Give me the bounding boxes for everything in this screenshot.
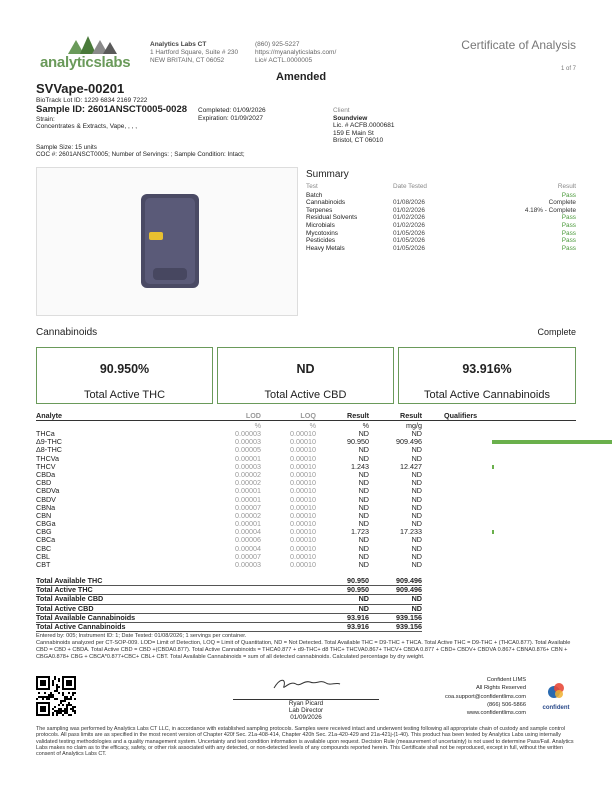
total-thc-label: Total Active THC — [83, 389, 166, 401]
total-name: Total Active Cannabinoids — [36, 621, 126, 631]
expiration-date: Expiration: 01/09/2027 — [198, 115, 264, 122]
analyte-loq: 0.00010 — [290, 543, 316, 553]
analyte-result-mg: ND — [411, 510, 422, 520]
col-qualifiers: Qualifiers — [444, 411, 478, 420]
summary-row: Cannabinoids 01/08/2026 Complete — [306, 199, 576, 207]
analyte-result-mg: ND — [411, 519, 422, 529]
unit-loq: % — [309, 421, 316, 430]
analyte-result-pct: 1.723 — [351, 527, 369, 537]
client-block — [333, 107, 394, 145]
analyte-qualifier-cell — [482, 504, 576, 512]
summary-header — [306, 183, 576, 191]
analyte-name: CBL — [36, 551, 50, 561]
analyte-result-mg: ND — [411, 560, 422, 569]
category: Concentrates & Extracts, Vape, , , , — [36, 123, 138, 130]
analyte-result-mg: ND — [411, 551, 422, 561]
analyte-result-mg: ND — [411, 453, 422, 463]
analyte-result-mg: 909.496 — [396, 437, 422, 447]
analyte-loq: 0.00010 — [290, 445, 316, 455]
summary-col-result: Result — [557, 183, 576, 190]
analyte-name: Δ8-THC — [36, 445, 62, 455]
analyte-loq: 0.00010 — [290, 560, 316, 569]
analyte-lod: 0.00003 — [235, 429, 261, 438]
analyte-name: THCVa — [36, 453, 60, 463]
analyte-lod: 0.00002 — [235, 510, 261, 520]
total-name: Total Active THC — [36, 585, 93, 595]
analyte-loq: 0.00010 — [290, 519, 316, 529]
summary-row: Heavy Metals 01/05/2026 Pass — [306, 244, 576, 252]
amended-label: Amended — [276, 71, 327, 83]
summary-rows — [306, 192, 576, 253]
analyte-qualifier-cell — [482, 496, 576, 504]
analyte-name: CBD — [36, 478, 52, 488]
confident-brand: confident — [542, 705, 570, 711]
total-cbd-box — [217, 347, 394, 404]
total-name: Total Available THC — [36, 576, 103, 585]
unit-lod: % — [254, 421, 261, 430]
lab-address-1: 1 Hartford Square, Suite # 230 — [150, 49, 239, 56]
signature-image — [266, 676, 346, 693]
analyte-result-pct: 1.243 — [351, 461, 369, 471]
analyte-qualifier-cell — [482, 479, 576, 487]
total-cannabinoids-label: Total Active Cannabinoids — [424, 389, 550, 401]
analyte-lod: 0.00001 — [235, 453, 261, 463]
logo-mark-icon — [40, 32, 140, 56]
confident-email[interactable]: coa.support@confidentlims.com — [444, 693, 526, 700]
col-loq: LOQ — [300, 411, 316, 420]
analyte-result-mg: ND — [411, 494, 422, 504]
lab-address-2: NEW BRITAIN, CT 06052 — [150, 57, 225, 64]
col-analyte: Analyte — [36, 411, 62, 420]
summary-row: Batch Pass — [306, 191, 576, 199]
summary-row: Terpenes 01/02/2026 4.18% - Complete — [306, 206, 576, 214]
analyte-loq: 0.00010 — [290, 502, 316, 512]
total-result-mg: 909.496 — [396, 585, 422, 595]
lab-website[interactable]: https://myanalyticslabs.com/ — [255, 49, 337, 56]
confident-logo-icon — [545, 680, 567, 702]
summary-col-test: Test — [306, 183, 318, 190]
total-cannabinoids-box — [398, 347, 576, 404]
analyte-qualifier-cell — [482, 520, 576, 528]
analyte-loq: 0.00010 — [290, 551, 316, 561]
analyte-lod: 0.00003 — [235, 437, 261, 447]
confident-logo — [534, 680, 578, 711]
analyte-qualifier-cell — [482, 471, 576, 479]
analyte-name: THCV — [36, 461, 56, 471]
analyte-result-pct: ND — [358, 429, 369, 438]
summary-col-date: Date Tested — [393, 183, 427, 190]
summary-row: Residual Solvents 01/02/2026 Pass — [306, 214, 576, 222]
qr-code-image — [36, 676, 76, 716]
total-result-mg: ND — [411, 594, 422, 604]
analyte-qualifier-cell — [482, 430, 576, 438]
total-result-pct: 93.916 — [347, 612, 369, 622]
analyte-result-pct: ND — [358, 535, 369, 545]
analyte-name: CBG — [36, 527, 52, 537]
client-street: 159 E Main St — [333, 129, 374, 137]
analyte-lod: 0.00001 — [235, 494, 261, 504]
cannabinoids-title: Cannabinoids — [36, 327, 98, 338]
cannabinoids-status: Complete — [537, 327, 576, 337]
strain: Strain: — [36, 116, 55, 123]
analyte-lod: 0.00006 — [235, 535, 261, 545]
analyte-lod: 0.00003 — [235, 560, 261, 569]
sample-id: Sample ID: 2601ANSCT0005-0028 — [36, 104, 188, 115]
analyte-result-pct: ND — [358, 478, 369, 488]
confident-line1: Confident LIMS — [486, 677, 526, 683]
analyte-result-pct: ND — [358, 510, 369, 520]
total-result-pct: ND — [358, 603, 369, 613]
table-row — [36, 561, 576, 569]
analyte-totals — [36, 577, 576, 632]
analyte-qualifier-cell — [482, 536, 576, 544]
analyte-result-mg: ND — [411, 502, 422, 512]
total-cbd-label: Total Active CBD — [264, 389, 347, 401]
confident-info — [445, 676, 526, 717]
total-result-mg: 909.496 — [396, 576, 422, 585]
coc-info: COC #: 2601ANSCT0005; Number of Servings: ; Sample Condition: Intact; — [36, 151, 245, 158]
unit-result-mg: mg/g — [406, 421, 422, 430]
signer-title: Lab Director — [288, 706, 324, 714]
analyte-loq: 0.00010 — [290, 453, 316, 463]
analyte-loq: 0.00010 — [290, 486, 316, 496]
analyte-result-mg: ND — [411, 469, 422, 479]
col-result-pct: Result — [347, 411, 369, 420]
analyte-result-pct: ND — [358, 453, 369, 463]
total-result-mg: ND — [411, 603, 422, 613]
analyte-name: CBDVa — [36, 486, 60, 496]
total-name: Total Available CBD — [36, 594, 104, 604]
total-result-pct: ND — [358, 594, 369, 604]
lab-phone: (860) 925-5227 — [255, 41, 300, 48]
analyte-name: CBT — [36, 560, 51, 569]
summary-row: Pesticides 01/05/2026 Pass — [306, 237, 576, 245]
analyte-qualifier-cell — [482, 487, 576, 495]
biotrack-id: BioTrack Lot ID: 1229 6834 2169 7222 — [36, 97, 148, 104]
total-thc-box — [36, 347, 213, 404]
total-result-pct: 90.950 — [347, 576, 369, 585]
analyte-result-mg: ND — [411, 478, 422, 488]
analyte-qualifier-cell — [482, 455, 576, 463]
analyte-name: CBNa — [36, 502, 56, 512]
sample-name: SVVape-00201 — [36, 81, 125, 96]
analyte-qualifier-cell — [482, 438, 576, 446]
signature-date: 01/09/2026 — [290, 713, 322, 721]
analyte-name: CBN — [36, 510, 52, 520]
analyte-loq: 0.00010 — [290, 494, 316, 504]
analyte-name: CBC — [36, 543, 52, 553]
confident-line2: All Rights Reserved — [476, 685, 526, 692]
completed-date: Completed: 01/09/2026 — [198, 107, 266, 114]
client-name: Soundview — [333, 114, 368, 122]
analyte-qualifier-cell — [482, 528, 576, 536]
analyte-table-header — [36, 411, 576, 421]
client-label: Client — [333, 107, 350, 114]
analyte-loq: 0.00010 — [290, 478, 316, 488]
analyte-name: THCa — [36, 429, 55, 438]
analyte-qualifier-cell — [482, 545, 576, 553]
analyte-result-mg: ND — [411, 445, 422, 455]
analyte-qualifier-cell — [482, 512, 576, 520]
summary-row: Mycotoxins 01/05/2026 Pass — [306, 229, 576, 237]
analyte-result-pct: ND — [358, 445, 369, 455]
analyte-qualifier-cell — [482, 446, 576, 454]
analyte-loq: 0.00010 — [290, 510, 316, 520]
analyte-lod: 0.00005 — [235, 445, 261, 455]
confident-phone: (866) 506-5866 — [487, 701, 526, 708]
analyte-name: CBGa — [36, 519, 56, 529]
col-result-mg: Result — [400, 411, 422, 420]
total-row — [36, 623, 422, 632]
analyte-result-mg: ND — [411, 486, 422, 496]
client-license: Lic. # ACFB.0000681 — [333, 122, 395, 130]
unit-result-pct: % — [362, 421, 369, 430]
analyte-name: CBDa — [36, 469, 56, 479]
analyte-name: CBCa — [36, 535, 56, 545]
entered-by-note: Entered by: 005; Instrument ID: 1; Date Tested: 01/08/2026; 1 servings per container. — [36, 633, 247, 639]
client-city: Bristol, CT 06010 — [333, 137, 384, 145]
confident-web[interactable]: www.confidentlims.com — [466, 710, 526, 717]
analyte-result-mg: ND — [411, 535, 422, 545]
lab-license: Lic# ACTL.0000005 — [255, 57, 313, 64]
analyte-loq: 0.00010 — [290, 461, 316, 471]
analyte-qualifier-cell — [482, 561, 576, 569]
lab-info — [150, 41, 238, 65]
total-result-pct: 90.950 — [347, 585, 369, 595]
total-cbd-value: ND — [296, 362, 315, 376]
analyte-lod: 0.00004 — [235, 543, 261, 553]
analyte-result-mg: ND — [411, 543, 422, 553]
analyte-name: CBDV — [36, 494, 56, 504]
total-name: Total Active CBD — [36, 603, 94, 613]
signature-block — [233, 676, 379, 721]
total-thc-value: 90.950% — [99, 362, 150, 376]
total-name: Total Available Cannabinoids — [36, 612, 136, 622]
total-cannabinoids-value: 93.916% — [462, 362, 512, 376]
total-result-mg: 939.156 — [396, 612, 422, 622]
analyte-result-pct: ND — [358, 502, 369, 512]
summary-title: Summary — [306, 169, 349, 180]
analyte-result-mg: 12.427 — [400, 461, 422, 471]
method-note: Cannabinoids analyzed per CT-SOP-009. LOD= Limit of Detection, LOQ = Limit of Quantitation, ND = Not Detected. Total Available THC = D9-THC + THCA. Total Active THC = D9-THC + (THCA0.877). Total Available CBD = CBD + CBDA. Total Active CBD = CBD +(CBDA0.877). Total Active Cannabinoids = THCA0.877 + d9-THC+ d8 THC+ THCVA0.867+ THCV+ CBDA 0.877 + CBD+ CBDV+ CBDVA 0.867+ CBNA0.876+ CBN + CBGA0.878+ CBG + CBCA*0.877+CBC+ CBL+ CBT. Total Available Cannabinoids = sum of all detected cannabinoids. Calculated percentage by dry weight. — [36, 639, 571, 660]
analyte-result-pct: ND — [358, 494, 369, 504]
analyte-loq: 0.00010 — [290, 437, 316, 447]
analyte-qualifier-cell — [482, 553, 576, 561]
total-result-mg: 939.156 — [396, 621, 422, 631]
analyte-table-body — [36, 430, 576, 569]
analyte-result-pct: ND — [358, 469, 369, 479]
analyte-result-pct: ND — [358, 560, 369, 569]
vape-device-image — [37, 168, 297, 315]
company-logo — [40, 32, 140, 76]
sample-size: Sample Size: 15 units — [36, 144, 97, 151]
analyte-lod: 0.00001 — [235, 486, 261, 496]
analyte-result-mg: 17.233 — [400, 527, 422, 537]
analyte-loq: 0.00010 — [290, 535, 316, 545]
analyte-name: Δ9-THC — [36, 437, 62, 447]
signer-name: Ryan Picard — [288, 700, 324, 707]
disclaimer: The sampling was performed by Analytics Labs CT LLC, in accordance with established sampling protocols. Samples were received intact and underwent testing following all appropriate chain of custody and sample control protocols. All pass limits are as specified in the most recent version of Chapter 420f Sec. 21a-408-414, Chapter 420h Sec. 21a-420-429 and 21a-421j-(1-40). This product has been tested by Analytics Labs using internally validated testing methodologies and a quality management system. Uncertainty and test condition information is available upon request. Decision Rule (measurement of uncertainty) is not used to determine Pass/Fail. Analytics Labs makes no claim as to the efficacy, safety, or other risk associated with any detected, or non-detected levels of any compounds reported herein. This Certificate shall not be reproduced, except in full, without the written consent of Analytics Labs CT. — [36, 726, 574, 758]
analyte-lod: 0.00004 — [235, 527, 261, 537]
analyte-lod: 0.00002 — [235, 469, 261, 479]
analyte-bar — [492, 465, 494, 469]
analyte-result-pct: ND — [358, 551, 369, 561]
analyte-lod: 0.00001 — [235, 519, 261, 529]
page-number: 1 of 7 — [560, 66, 576, 72]
logo-text: analyticslabs — [40, 54, 131, 71]
analyte-result-mg: ND — [411, 429, 422, 438]
analyte-result-pct: ND — [358, 543, 369, 553]
analyte-lod: 0.00002 — [235, 478, 261, 488]
col-lod: LOD — [245, 411, 261, 420]
total-result-pct: 93.916 — [347, 621, 369, 631]
analyte-bar — [492, 440, 612, 444]
lab-contact — [255, 41, 336, 65]
analyte-loq: 0.00010 — [290, 469, 316, 479]
product-photo — [36, 167, 298, 316]
analyte-result-pct: ND — [358, 486, 369, 496]
doc-title: Certificate of Analysis — [461, 38, 576, 52]
analyte-lod: 0.00007 — [235, 502, 261, 512]
analyte-lod: 0.00007 — [235, 551, 261, 561]
analyte-qualifier-cell — [482, 463, 576, 471]
summary-panel — [306, 169, 576, 252]
summary-row: Microbials 01/02/2026 Pass — [306, 221, 576, 229]
analyte-loq: 0.00010 — [290, 527, 316, 537]
analyte-result-pct: ND — [358, 519, 369, 529]
analyte-result-pct: 90.950 — [347, 437, 369, 447]
lab-name: Analytics Labs CT — [150, 41, 207, 48]
analyte-loq: 0.00010 — [290, 429, 316, 438]
analyte-bar — [492, 530, 494, 534]
analyte-lod: 0.00003 — [235, 461, 261, 471]
qr-code[interactable] — [36, 676, 76, 716]
notes — [36, 633, 576, 661]
